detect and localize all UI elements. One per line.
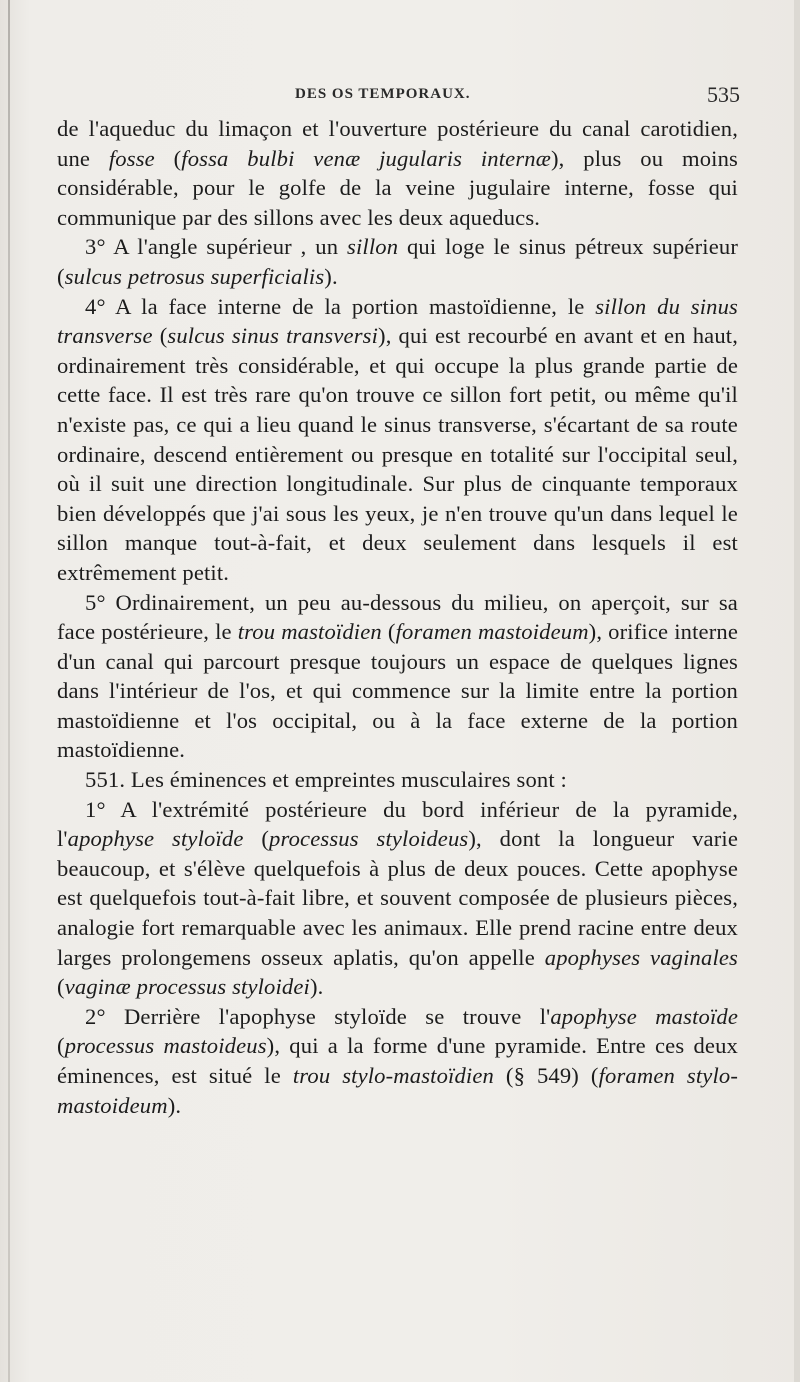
text-run: ), orifice interne d'un canal qui parcourt presque toujours un espace de quelques lignes dans l'intérieur de l'os, et qui commence sur la limite entre la portion mastoïdienne et l'os occipital, ou à la face externe de la portion mastoïdienne. [57, 619, 738, 763]
term-italic: sillon [347, 234, 399, 260]
text-run: ). [167, 1092, 182, 1118]
latin-term: foramen mastoideum [395, 619, 589, 645]
term-italic: fosse [108, 145, 155, 171]
text-run: ), plus ou moins considérable, pour le golfe de la veine jugulaire interne, fosse qui communique par des sillons avec les deux aqueducs. [57, 145, 738, 230]
text-run: 4° A la face interne de la portion mastoïdienne, le [85, 293, 596, 319]
term-italic: apophyse mastoïde [550, 1003, 739, 1029]
paragraph-4-sinus-transverse [57, 292, 738, 588]
text-run: ), qui est recourbé en avant et en haut, ordinairement très considérable, et qui occupe la plus grande partie de cette face. Il est très rare qu'on trouve ce sillon fort petit, ou même qu'il n'existe pas, ce qui a lieu quand le sinus transverse, s'écartant de sa route ordinaire, descend entièrement ou presque en totalité sur l'occipital seul, où il suit une direction longitudinale. Sur plus de cinquante temporaux bien développés que j'ai sous les yeux, je n'en trouve qu'un dans lequel le sillon manque tout-à-fait, et deux seulement dans lesquels il est extrêmement petit. [57, 323, 738, 585]
text-run: 5° Ordinairement, un peu au-dessous du milieu, on aperçoit, sur sa face postérieure, le [57, 589, 738, 645]
term-italic: trou mastoïdien [237, 619, 382, 645]
latin-term: sulcus sinus transversi [167, 323, 379, 349]
page-edge [794, 0, 800, 1382]
latin-term: processus styloideus [269, 826, 469, 852]
text-run: ( [57, 1033, 65, 1059]
text-run: (§ 549) ( [493, 1063, 599, 1088]
text-run: ( [154, 145, 182, 171]
text-run: ). [309, 974, 324, 1000]
text-run: qui loge le sinus pétreux supérieur ( [57, 234, 738, 289]
text-run: 551. Les éminences et empreintes musculaires sont : [85, 767, 567, 793]
latin-term: fossa bulbi venæ jugularis internæ [181, 145, 551, 171]
text-run: 1° A l'extrémité postérieure du bord inférieur de la pyramide, l' [57, 796, 738, 852]
text-run: ), dont la longueur varie beaucoup, et s'élève quelquefois à plus de deux pouces. Cette apophyse est quelquefois tout-à-fait libre, et souvent composée de plusieurs pièces, analogie fort remarquable avec les animaux. Elle prend racine entre deux larges prolongemens osseux aplatis, qu'on appelle [57, 826, 738, 970]
paragraph-5-trou-mastoidien [57, 588, 738, 766]
paragraph-551 [57, 765, 738, 795]
paragraph-1-apophyse-styloide [57, 795, 738, 1002]
paragraph-3-sillon [57, 232, 738, 291]
term-italic: sillon du sinus transverse [57, 293, 738, 349]
paragraph-aqueduc [57, 114, 738, 232]
term-italic: apophyse styloïde [67, 826, 244, 852]
body-text [57, 114, 738, 1120]
text-run: ( [152, 323, 168, 349]
term-italic: trou stylo-mastoïdien [292, 1063, 494, 1088]
text-run: 2° Derrière l'apophyse styloïde se trouve l' [85, 1003, 551, 1029]
paragraph-2-apophyse-mastoide [57, 1002, 738, 1120]
text-run: ). [324, 263, 338, 289]
latin-term: processus mastoideus [64, 1033, 267, 1059]
text-run: de l'aqueduc du limaçon et l'ouverture postérieure du canal carotidien, une [57, 116, 738, 171]
latin-term: vaginæ processus styloidei [64, 974, 310, 1000]
running-head: DES OS TEMPORAUX. [295, 86, 471, 102]
term-italic: apophyses vaginales [544, 944, 738, 970]
text-run: ( [381, 619, 396, 645]
page-spine-shadow [8, 0, 10, 1382]
text-run: 3° A l'angle supérieur , un [85, 234, 348, 260]
text-run: ), qui a la forme d'une pyramide. Entre ces deux éminences, est situé le [57, 1033, 738, 1088]
latin-term: sulcus petrosus superficialis [64, 263, 325, 289]
text-run: ( [57, 974, 65, 1000]
page-header [60, 82, 740, 112]
text-run: ( [243, 826, 270, 852]
latin-term: foramen stylo-mastoideum [57, 1063, 738, 1118]
page-number: 535 [707, 82, 740, 107]
